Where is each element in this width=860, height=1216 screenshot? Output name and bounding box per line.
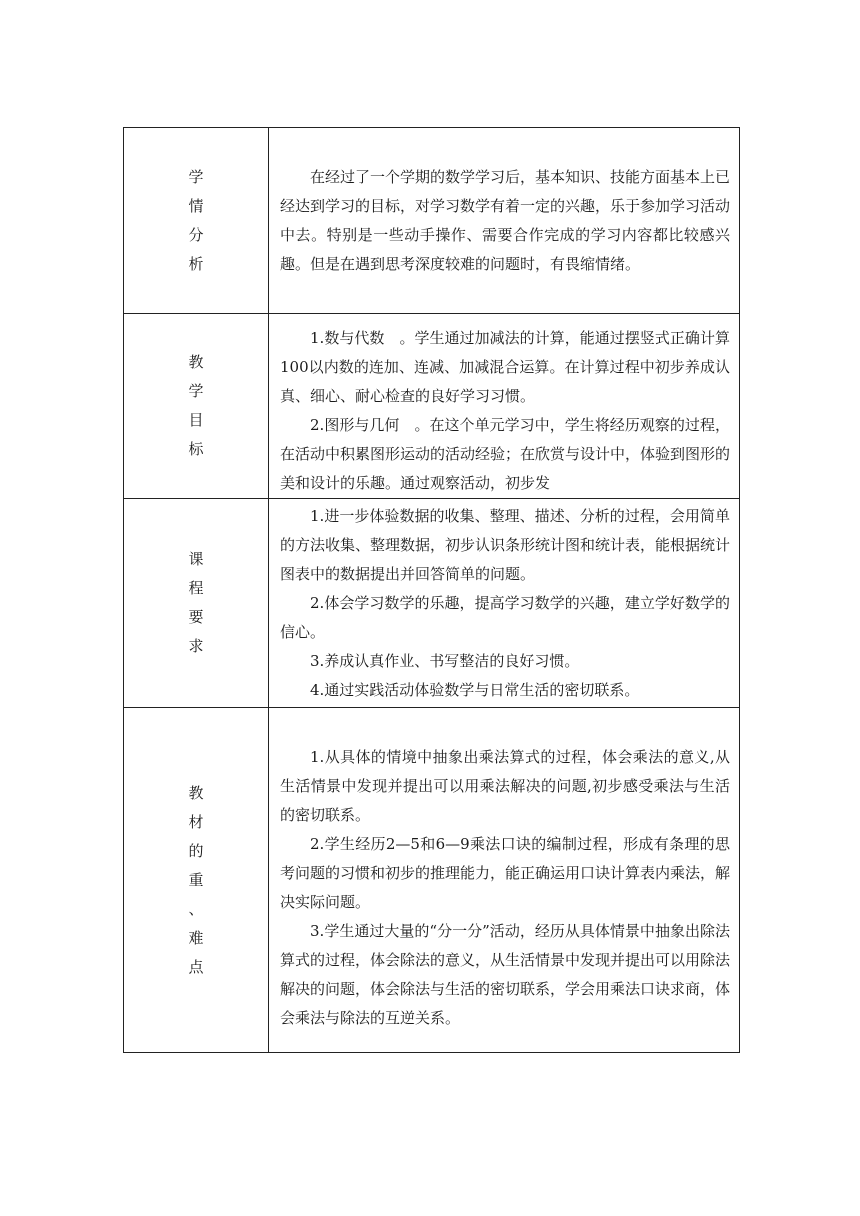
- paragraph: 4.通过实践活动体验数学与日常生活的密切联系。: [310, 680, 640, 699]
- label-char: 要: [188, 608, 204, 626]
- label-char: 、: [188, 899, 204, 918]
- row-content-cell: [269, 128, 740, 314]
- label-char: 分: [188, 225, 204, 244]
- label-char: 程: [188, 579, 204, 597]
- row-label-teaching-goals: [124, 348, 268, 464]
- course-requirements-text: [269, 502, 739, 705]
- label-char: 求: [188, 637, 204, 655]
- label-char: 学: [188, 167, 204, 186]
- paragraph: 3.学生通过大量的“分一分”活动，经历从具体情景中抽象出除法算式的过程，体会除法的意义，从生活情景中发现并提出可以用除法解决的问题，体会除法与生活的密切联系，学会用乘法口诀求商，体会乘法与除法的互逆关系。: [280, 922, 731, 1027]
- table-row-teaching-goals: [124, 314, 740, 499]
- table-row-course-requirements: [124, 499, 740, 708]
- label-char: 目: [188, 411, 204, 429]
- row-label-course-requirements: [124, 545, 268, 661]
- label-char: 材: [188, 812, 204, 831]
- label-char: 标: [188, 440, 204, 458]
- paragraph: 2.图形与几何 。在这个单元学习中，学生将经历观察的过程，在活动中积累图形运动的活动经验；在欣赏与设计中，体验到图形的美和设计的乐趣。通过观察活动，初步发: [280, 416, 731, 492]
- label-char: 点: [188, 957, 204, 976]
- row-label-key-difficult-points: [124, 779, 268, 982]
- row-content-cell: [269, 708, 740, 1053]
- key-difficult-points-text: [269, 727, 739, 1033]
- row-label-cell: [124, 314, 269, 499]
- row-label-cell: [124, 128, 269, 314]
- row-content-cell: [269, 314, 740, 499]
- row-label-cell: [124, 499, 269, 708]
- label-char: 重: [188, 870, 204, 889]
- paragraph: 1.数与代数 。学生通过加减法的计算，能通过摆竖式正确计算100以内数的连加、连减、加减混合运算。在计算过程中初步养成认真、细心、耐心检查的良好学习习惯。: [280, 329, 730, 405]
- paragraph: 1.从具体的情境中抽象出乘法算式的过程，体会乘法的意义,从生活情景中发现并提出可以用乘法解决的问题,初步感受乘法与生活的密切联系。: [280, 748, 730, 824]
- paragraph: 3.养成认真作业、书写整洁的良好习惯。: [310, 651, 580, 670]
- lesson-plan-table: [123, 127, 740, 1053]
- paragraph: 1.进一步体验数据的收集、整理、描述、分析的过程，会用简单的方法收集、整理数据，初步认识条形统计图和统计表，能根据统计图表中的数据提出并回答简单的问题。: [280, 506, 731, 583]
- label-char: 教: [188, 353, 204, 371]
- label-char: 课: [188, 550, 204, 568]
- teaching-goals-text: [269, 318, 739, 494]
- label-char: 情: [188, 196, 204, 215]
- label-char: 教: [188, 783, 204, 802]
- label-char: 学: [188, 382, 204, 400]
- table-row-key-difficult-points: [124, 708, 740, 1053]
- row-label-learning-analysis: [124, 163, 268, 279]
- label-char: 的: [188, 841, 204, 860]
- learning-analysis-text: [269, 163, 739, 279]
- row-label-cell: [124, 708, 269, 1053]
- label-char: 析: [188, 254, 204, 273]
- label-char: 难: [188, 928, 204, 947]
- row-content-cell: [269, 499, 740, 708]
- paragraph: 在经过了一个学期的数学学习后，基本知识、技能方面基本上已经达到学习的目标，对学习数学有着一定的兴趣，乐于参加学习活动中去。特别是一些动手操作、需要合作完成的学习内容都比较感兴趣。但是在遇到思考深度较难的问题时，有畏缩情绪。: [280, 167, 731, 273]
- paragraph: 2.学生经历2—5和6—9乘法口诀的编制过程，形成有条理的思考问题的习惯和初步的推理能力，能正确运用口诀计算表内乘法，解决实际问题。: [280, 835, 731, 911]
- paragraph: 2.体会学习数学的乐趣，提高学习数学的兴趣，建立学好数学的信心。: [280, 593, 730, 641]
- table-row-learning-analysis: [124, 128, 740, 314]
